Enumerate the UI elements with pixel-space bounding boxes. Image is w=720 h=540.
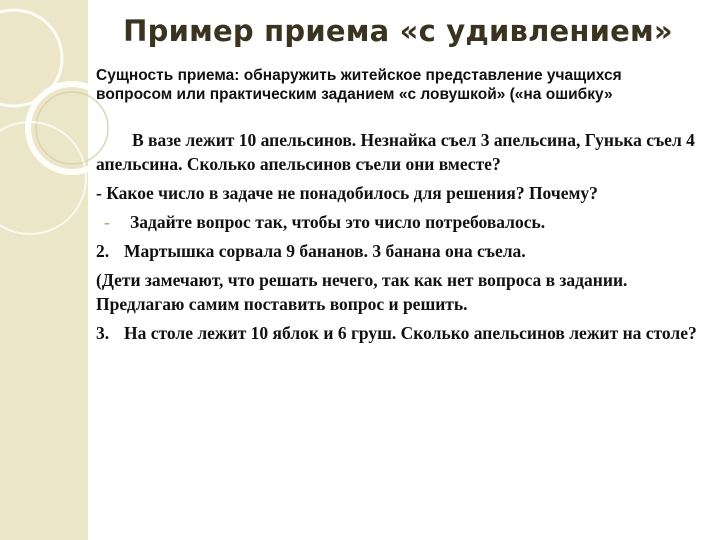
- item-3-text: На столе лежит 10 яблок и 6 груш. Сколько апельсинов лежит на столе?: [124, 323, 697, 343]
- note-2: (Дети замечают, что решать нечего, так как нет вопроса в задании. Предлагаю самим поставить вопрос и решить.: [96, 270, 628, 314]
- item-3-number: 3.: [96, 323, 110, 343]
- page-title: Пример приема «с удивлением»: [123, 14, 673, 48]
- item-2-text: Мартышка сорвала 9 бананов. 3 банана она съела.: [124, 241, 526, 261]
- item-2-number: 2.: [96, 241, 110, 261]
- task-1-text: Задайте вопрос так, чтобы это число потребовалось.: [130, 212, 546, 232]
- task-1: [96, 210, 702, 234]
- problem-1: В вазе лежит 10 апельсинов. Незнайка съел 3 апельсина, Гунька съел 4 апельсина. Сколько апельсинов съели они вместе?: [96, 130, 695, 174]
- item-3: [96, 321, 702, 345]
- dash-bullet-icon: -: [104, 212, 110, 232]
- item-2: [96, 239, 702, 263]
- method-essence: Сущность приема: обнаружить житейское представление учащихся вопросом или практическим заданием «с ловушкой» («на ошибку»: [96, 67, 622, 103]
- slide-body: [96, 128, 702, 345]
- question-1: - Какое число в задаче не понадобилось для решения? Почему?: [96, 183, 598, 203]
